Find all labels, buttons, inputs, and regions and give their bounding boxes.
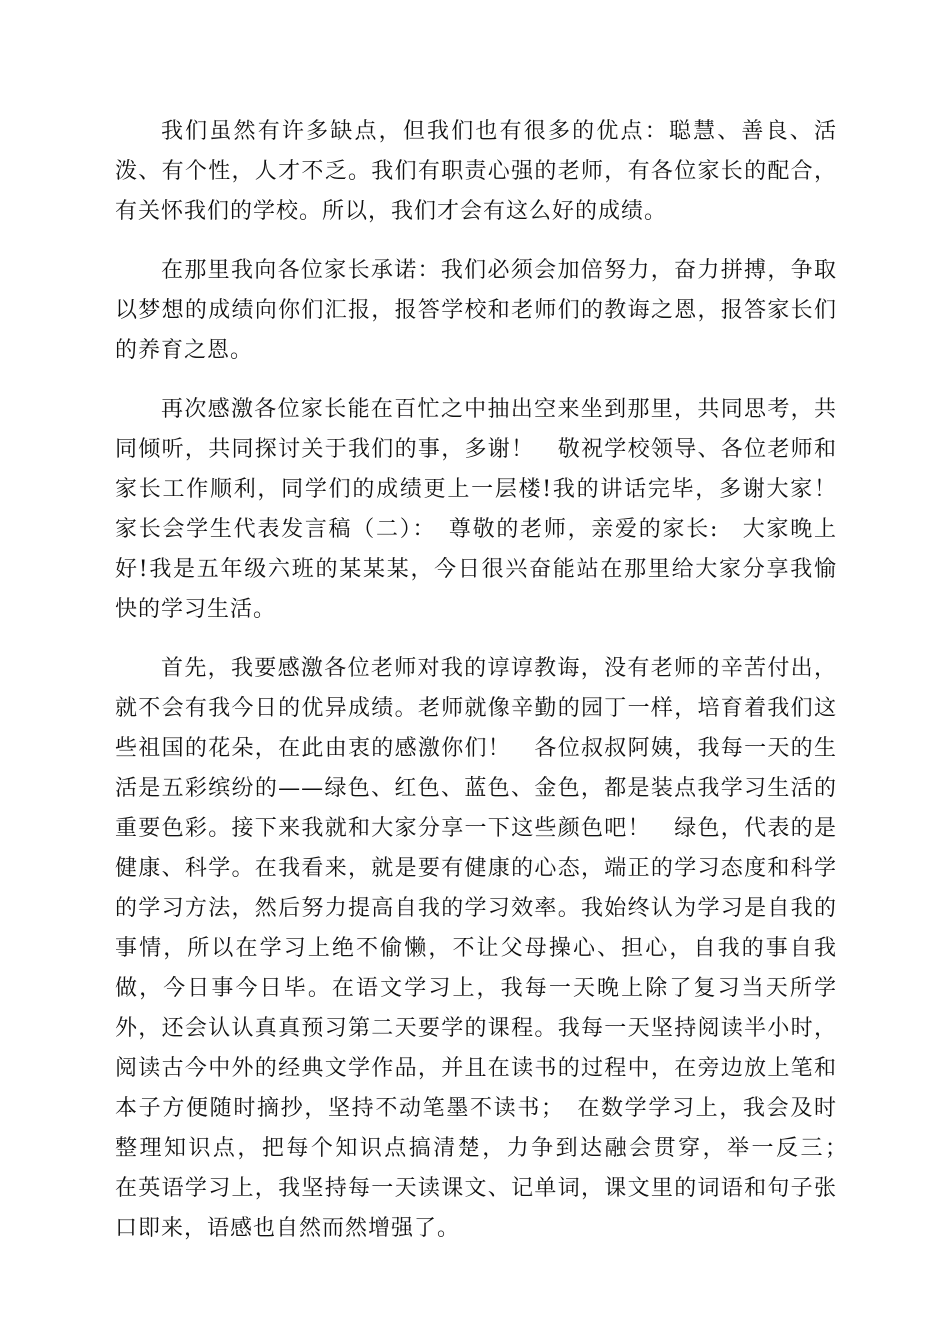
paragraph-study-life: 首先，我要感激各位老师对我的谆谆教诲，没有老师的辛苦付出，就不会有我今日的优异成绩。老师就像辛勤的园丁一样，培育着我们这些祖国的花朵，在此由衷的感激你们！ 各位叔叔阿姨，我每一天的生活是五彩缤纷的——绿色、红色、蓝色、金色，都是装点我学习生活的重要色彩。接下来我就和大家分享一下这些颜色吧！ 绿色，代表的是健康、科学。在我看来，就是要有健康的心态，端正的学习态度和科学的学习方法，然后努力提高自我的学习效率。我始终认为学习是自我的事情，所以在学习上绝不偷懒，不让父母操心、担心，自我的事自我做，今日事今日毕。在语文学习上，我每一天晚上除了复习当天所学外，还会认认真真预习第二天要学的课程。我每一天坚持阅读半小时，阅读古今中外的经典文学作品，并且在读书的过程中，在旁边放上笔和本子方便随时摘抄，坚持不动笔墨不读书； 在数学学习上，我会及时整理知识点，把每个知识点搞清楚，力争到达融会贯穿，举一反三； 在英语学习上，我坚持每一天读课文、记单词，课文里的词语和句子张口即来，语感也自然而然增强了。: [115, 656, 861, 1241]
document-body: [115, 112, 861, 1268]
paragraph-thanks-and-speech-two: 再次感激各位家长能在百忙之中抽出空来坐到那里，共同思考，共同倾听，共同探讨关于我们的事，多谢！ 敬祝学校领导、各位老师和家长工作顺利，同学们的成绩更上一层楼!我的讲话完毕，多谢大家！ 家长会学生代表发言稿（二）： 尊敬的老师，亲爱的家长: 大家晚上好!我是五年级六班的某某某，今日很兴奋能站在那里给大家分享我愉快的学习生活。: [115, 397, 861, 622]
paragraph-strengths: 我们虽然有许多缺点，但我们也有很多的优点：聪慧、善良、活泼、有个性，人才不乏。我们有职责心强的老师，有各位家长的配合，有关怀我们的学校。所以，我们才会有这么好的成绩。: [115, 119, 837, 224]
paragraph-promise: 在那里我向各位家长承诺：我们必须会加倍努力，奋力拼搏，争取以梦想的成绩向你们汇报，报答学校和老师们的教诲之恩，报答家长们的养育之恩。: [115, 258, 837, 363]
